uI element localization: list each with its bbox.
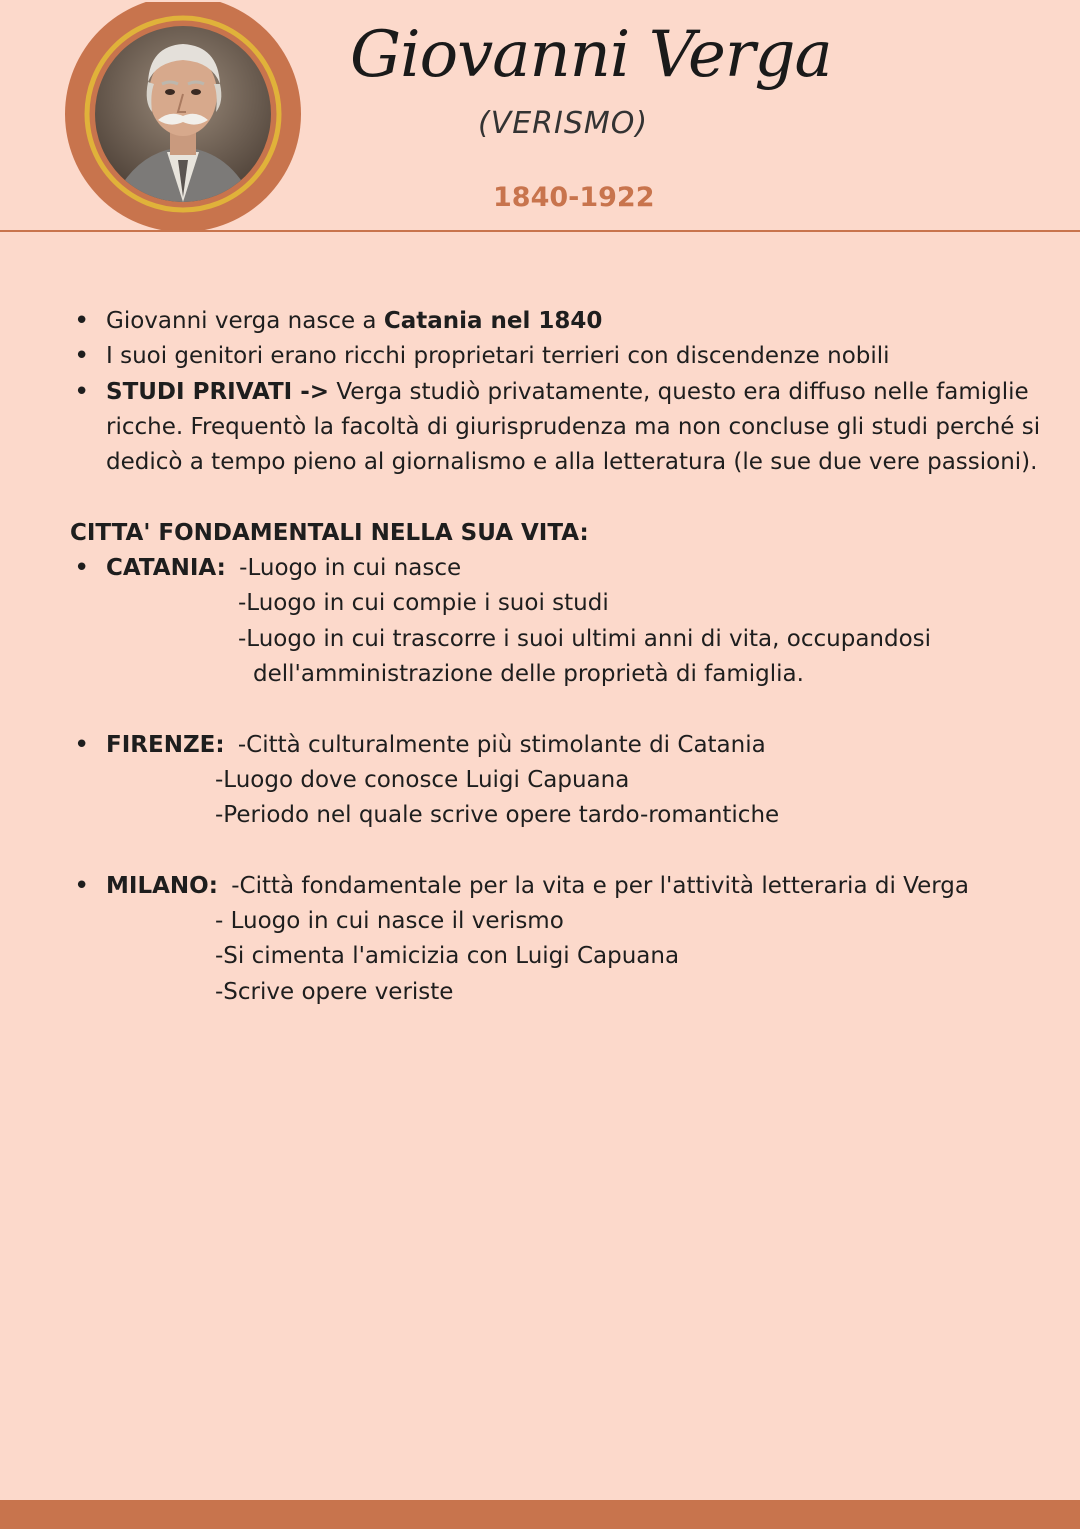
city-fact: -Periodo nel quale scrive opere tardo-romantiche: [215, 802, 780, 829]
main-content: [70, 304, 1060, 1010]
city-fact: -Luogo dove conosce Luigi Capuana: [215, 766, 630, 793]
city-list: [70, 551, 1060, 692]
city-name: CATANIA:: [106, 555, 226, 582]
page-title: Giovanni Verga: [350, 18, 832, 92]
city-fact: -Città fondamentale per la vita e per l'attività letteraria di Verga: [231, 872, 969, 899]
city-fact: -Luogo in cui compie i suoi studi: [238, 590, 609, 617]
city-catania: [70, 551, 1060, 692]
city-fact: - Luogo in cui nasce il verismo: [215, 908, 564, 935]
city-milano: [70, 869, 1060, 1010]
portrait: [62, 2, 306, 234]
header-divider: [0, 230, 1080, 232]
intro-list: [70, 304, 1060, 480]
header: [0, 0, 1080, 232]
intro-item: • STUDI PRIVATI -> Verga studiò privatamente, questo era diffuso nelle famiglie ricche. Frequentò la facoltà di giurisprudenza ma non concluse gli studi perché si dedicò a tempo pieno al giornalismo e alla letteratura (le sue due vere passioni).: [70, 375, 1060, 481]
intro-item: • I suoi genitori erano ricchi proprietari terrieri con discendenze nobili: [70, 339, 1060, 374]
city-fact: -Luogo in cui trascorre i suoi ultimi anni di vita, occupandosi dell'amministrazione delle proprietà di famiglia.: [238, 625, 932, 687]
life-years: 1840-1922: [493, 182, 655, 213]
footer-bar: [0, 1500, 1080, 1529]
intro-item: • Giovanni verga nasce a Catania nel 1840: [70, 304, 1060, 339]
city-name: MILANO:: [106, 872, 218, 899]
city-fact: -Si cimenta l'amicizia con Luigi Capuana: [215, 943, 680, 970]
city-name: FIRENZE:: [106, 731, 225, 758]
page-subtitle: (VERISMO): [478, 106, 649, 141]
city-fact: -Città culturalmente più stimolante di Catania: [237, 731, 766, 758]
portrait-image: [62, 2, 306, 234]
city-fact: -Luogo in cui nasce: [239, 555, 462, 582]
city-fact: -Scrive opere veriste: [215, 978, 454, 1005]
city-firenze: [70, 728, 1060, 834]
cities-heading: CITTA' FONDAMENTALI NELLA SUA VITA:: [70, 519, 589, 546]
